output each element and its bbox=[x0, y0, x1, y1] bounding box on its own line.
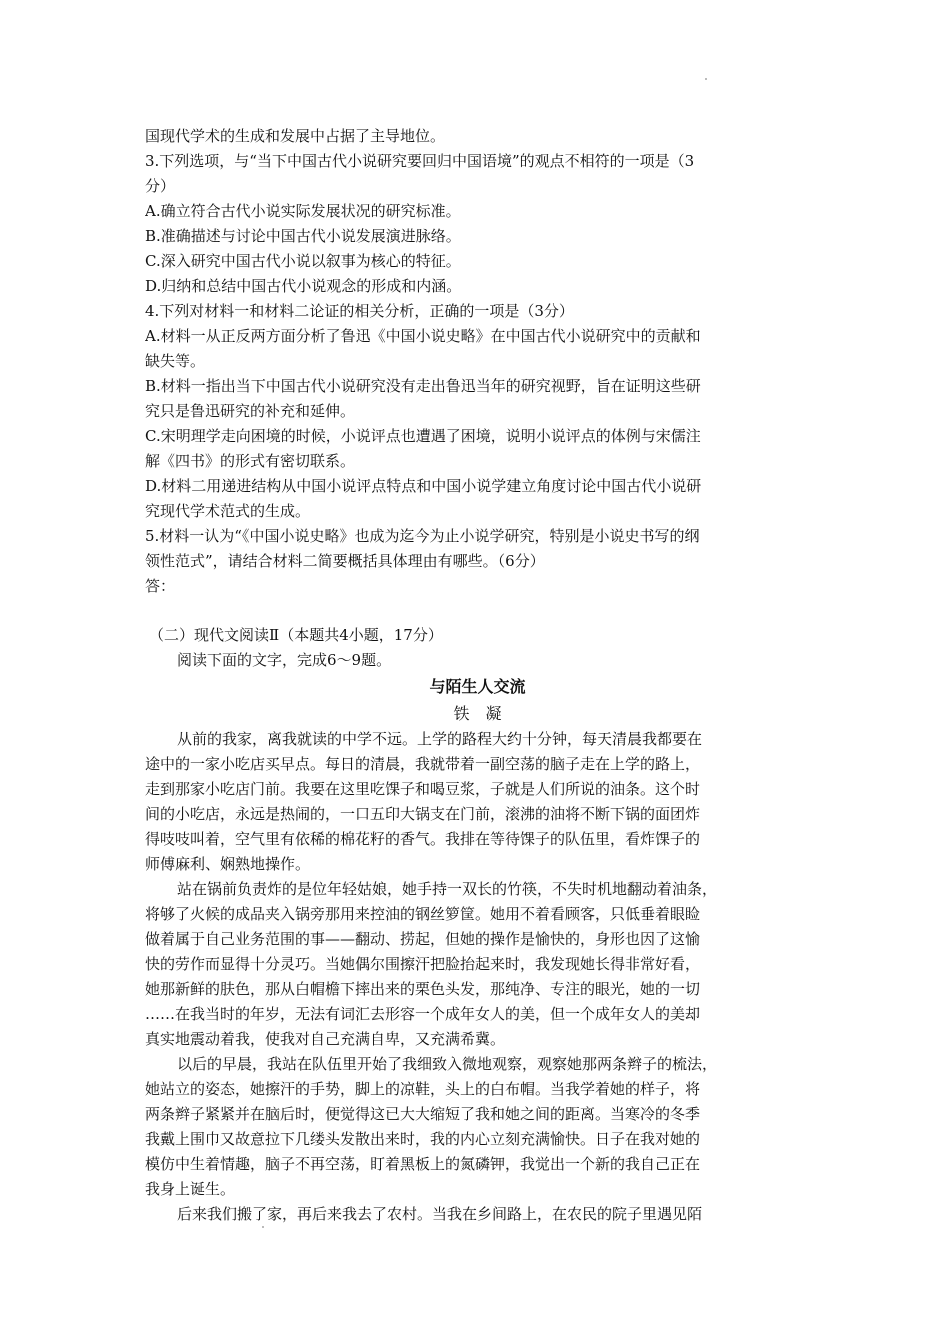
article-line: 将够了火候的成品夹入锅旁那用来控油的钢丝箩筐。她用不着看顾客，只低垂着眼睑 bbox=[145, 905, 701, 923]
blank-answer-space bbox=[145, 599, 810, 623]
question-line: 4.下列对材料一和材料二论证的相关分析，正确的一项是（3分） bbox=[145, 302, 574, 320]
question-line: A.确立符合古代小说实际发展状况的研究标准。 bbox=[145, 202, 461, 220]
question-block bbox=[145, 124, 810, 599]
question-line: 缺失等。 bbox=[145, 352, 206, 370]
question-line: 分） bbox=[145, 177, 176, 195]
page-corner-dot bbox=[705, 78, 707, 80]
document-page bbox=[145, 124, 810, 1227]
article-line: 模仿中生着情趣，脑子不再空荡，盯着黑板上的氮磷钾，我觉出一个新的我自己正在 bbox=[145, 1155, 701, 1173]
article-author: 铁 凝 bbox=[453, 704, 502, 723]
article-line: 两条辫子紧紧并在脑后时，便觉得这已大大缩短了我和她之间的距离。当寒冷的冬季 bbox=[145, 1105, 701, 1123]
article-line: 途中的一家小吃店买早点。每日的清晨，我就带着一副空荡的脑子走在上学的路上， bbox=[145, 755, 701, 773]
article-line: 得吱吱叫着，空气里有依稀的棉花籽的香气。我排在等待馃子的队伍里，看炸馃子的 bbox=[145, 830, 701, 848]
section-heading: （二）现代文阅读Ⅱ（本题共4小题，17分） bbox=[149, 626, 443, 644]
article-line: 快的劳作而显得十分灵巧。当她偶尔围擦汗把脸抬起来时，我发现她长得非常好看， bbox=[145, 955, 701, 973]
question-line: B.准确描述与讨论中国古代小说发展演进脉络。 bbox=[145, 227, 461, 245]
page-corner-dot bbox=[262, 1226, 264, 1228]
article-line: 站在锅前负责炸的是位年轻姑娘，她手持一双长的竹筷，不失时机地翻动着油条， bbox=[177, 880, 718, 898]
article-line: 后来我们搬了家，再后来我去了农村。当我在乡间路上，在农民的院子里遇见陌 bbox=[177, 1205, 703, 1223]
question-line: C.宋明理学走向困境的时候，小说评点也遭遇了困境，说明小说评点的体例与宋儒注 bbox=[145, 427, 701, 445]
question-line: 解《四书》的形式有密切联系。 bbox=[145, 452, 356, 470]
question-line: 究只是鲁迅研究的补充和延伸。 bbox=[145, 402, 356, 420]
question-line: C.深入研究中国古代小说以叙事为核心的特征。 bbox=[145, 252, 461, 270]
article-title: 与陌生人交流 bbox=[429, 677, 526, 696]
article-line: 间的小吃店，永远是热闹的，一口五印大锅支在门前，滚沸的油将不断下锅的面团炸 bbox=[145, 805, 701, 823]
article-line: 以后的早晨，我站在队伍里开始了我细致入微地观察，观察她那两条辫子的梳法， bbox=[177, 1055, 718, 1073]
article-line: 她站立的姿态，她擦汗的手势，脚上的凉鞋，头上的白布帽。当我学着她的样子，将 bbox=[145, 1080, 701, 1098]
question-line: 5.材料一认为“《中国小说史略》也成为迄今为止小说学研究，特别是小说史书写的纲 bbox=[145, 527, 700, 545]
question-line: D.归纳和总结中国古代小说观念的形成和内涵。 bbox=[145, 277, 462, 295]
question-line: 国现代学术的生成和发展中占据了主导地位。 bbox=[145, 127, 446, 145]
article-line: 我戴上围巾又故意拉下几缕头发散出来时，我的内心立刻充满愉快。日子在我对她的 bbox=[145, 1130, 701, 1148]
question-line: 答： bbox=[145, 577, 176, 595]
article-line: 走到那家小吃店门前。我要在这里吃馃子和喝豆浆，子就是人们所说的油条。这个时 bbox=[145, 780, 701, 798]
question-line: 3.下列选项，与“当下中国古代小说研究要回归中国语境”的观点不相符的一项是（3 bbox=[145, 152, 695, 170]
question-line: A.材料一从正反两方面分析了鲁迅《中国小说史略》在中国古代小说研究中的贡献和 bbox=[145, 327, 701, 345]
article-body bbox=[145, 727, 810, 1227]
article-line: ……在我当时的年岁，无法有词汇去形容一个成年女人的美，但一个成年女人的美却 bbox=[145, 1005, 701, 1023]
article-line: 从前的我家，离我就读的中学不远。上学的路程大约十分钟，每天清晨我都要在 bbox=[177, 730, 703, 748]
question-line: 究现代学术范式的生成。 bbox=[145, 502, 311, 520]
article-line: 做着属于自己业务范围的事——翻动、捞起，但她的操作是愉快的，身形也因了这愉 bbox=[145, 930, 701, 948]
article-line: 我身上诞生。 bbox=[145, 1180, 236, 1198]
section-instruction: 阅读下面的文字，完成6～9题。 bbox=[177, 651, 392, 669]
article-line: 真实地震动着我，使我对自己充满自卑，又充满希冀。 bbox=[145, 1030, 506, 1048]
question-line: B.材料一指出当下中国古代小说研究没有走出鲁迅当年的研究视野，旨在证明这些研 bbox=[145, 377, 701, 395]
article-line: 师傅麻利、娴熟地操作。 bbox=[145, 855, 311, 873]
question-line: D.材料二用递进结构从中国小说评点特点和中国小说学建立角度讨论中国古代小说研 bbox=[145, 477, 702, 495]
article-line: 她那新鲜的肤色，那从白帽檐下摔出来的栗色头发，那纯净、专注的眼光，她的一切 bbox=[145, 980, 701, 998]
question-line: 领性范式”，请结合材料二简要概括具体理由有哪些。（6分） bbox=[145, 552, 545, 570]
